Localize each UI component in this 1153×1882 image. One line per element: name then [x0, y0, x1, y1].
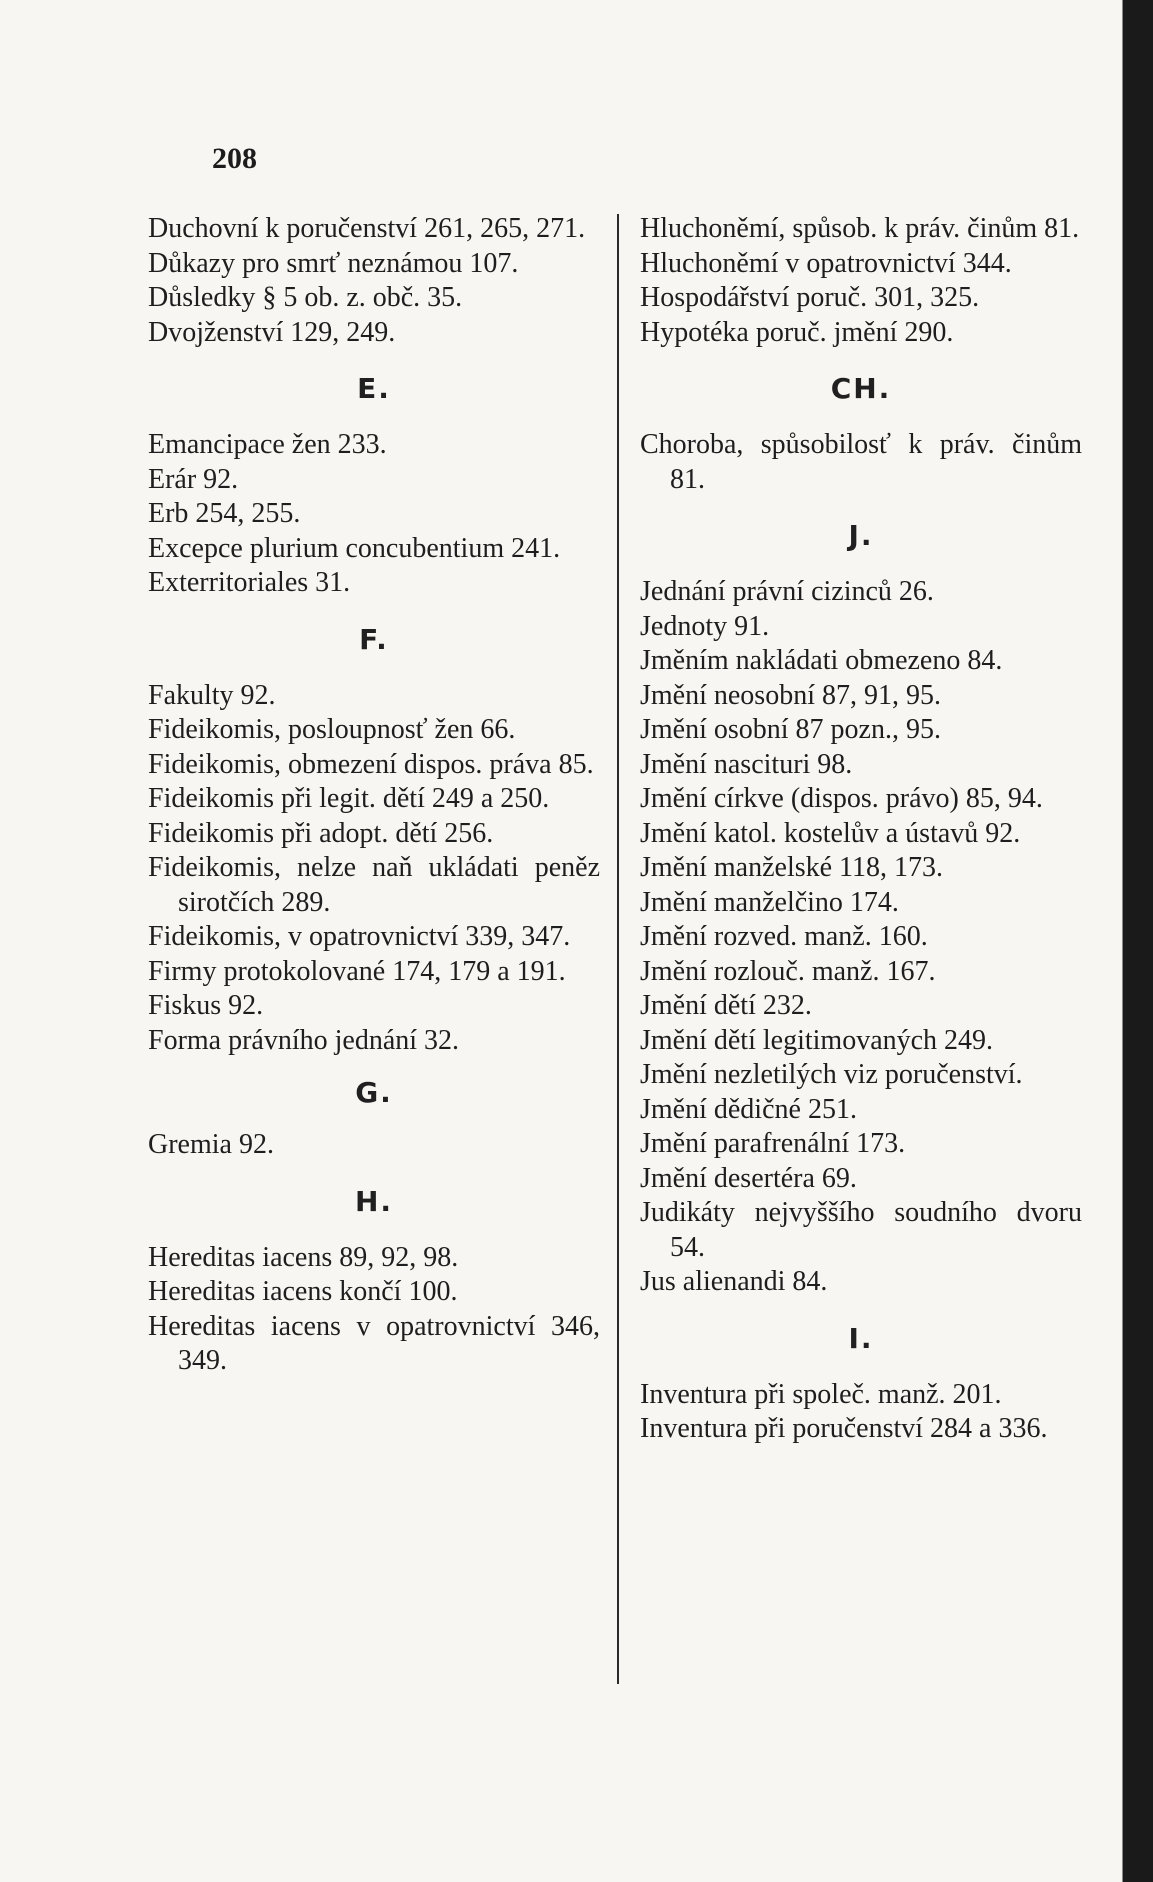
- index-entry: Fideikomis při legit. dětí 249 a 250.: [148, 783, 550, 814]
- index-entry: Firmy protokolované 174, 179 a 191.: [148, 955, 566, 987]
- index-entry: Fideikomis, v opatrovnictví 339, 347.: [148, 921, 571, 952]
- i-entries: [640, 1378, 1082, 1447]
- index-entry: Hereditas iacens 89, 92, 98.: [148, 1241, 459, 1273]
- index-entry: Hospodářství poruč. 301, 325.: [640, 282, 980, 313]
- g-entries: [148, 1128, 600, 1163]
- index-entry: Jmění manželské 118, 173.: [640, 852, 944, 883]
- h-entries-continued: [640, 212, 1082, 350]
- index-entry: Erb 254, 255.: [148, 498, 301, 529]
- index-entry: Jmění rozlouč. manž. 167.: [640, 955, 936, 987]
- section-letter-h: H.: [354, 1184, 394, 1218]
- column-divider: [617, 214, 619, 1684]
- h-entries: [148, 1241, 600, 1379]
- left-index-column: [148, 212, 600, 1379]
- index-entry: Jmění nezletilých viz poručenství.: [640, 1059, 1023, 1090]
- j-entries: [640, 575, 1082, 1300]
- section-letter-i: I.: [848, 1321, 874, 1355]
- index-entry: Důsledky § 5 ob. z. obč. 35.: [148, 282, 463, 313]
- index-entry: Fakulty 92.: [148, 679, 276, 711]
- index-entry: Jednání právní cizinců 26.: [640, 576, 934, 607]
- index-entry: Choroba, spůsobilosť k práv. činům 81.: [640, 429, 1082, 495]
- index-entry: Hereditas iacens v opatrovnictví 346, 349.: [148, 1310, 600, 1376]
- index-entry: Dvojženství 129, 249.: [148, 316, 396, 348]
- index-entry: Inventura při poručenství 284 a 336.: [640, 1413, 1048, 1444]
- index-entry: Hluchoněmí, spůsob. k práv. činům 81.: [640, 213, 1080, 244]
- index-entry: Jmění dětí legitimovaných 249.: [640, 1024, 994, 1056]
- index-entry: Jmění desertéra 69.: [640, 1162, 857, 1194]
- index-entry: Erár 92.: [148, 463, 239, 495]
- f-entries: [148, 679, 600, 1059]
- ch-entries: [640, 428, 1082, 497]
- index-entry: Jmění manželčino 174.: [640, 886, 899, 918]
- index-entry: Gremia 92.: [148, 1129, 274, 1160]
- index-entry: Jednoty 91.: [640, 610, 770, 642]
- section-letter-f: F.: [359, 622, 389, 656]
- right-index-column: [640, 212, 1082, 1447]
- page-number: 208: [212, 142, 257, 175]
- section-letter-g: G.: [355, 1076, 393, 1109]
- section-letter-j: J.: [848, 519, 874, 552]
- index-entry: Jmění dědičné 251.: [640, 1093, 857, 1125]
- index-entry: Judikáty nejvyššího soudního dvoru 54.: [640, 1197, 1082, 1263]
- section-letter-ch: CH.: [830, 372, 892, 405]
- index-entry: Inventura při společ. manž. 201.: [640, 1378, 1002, 1410]
- index-entry: Forma právního jednání 32.: [148, 1024, 460, 1056]
- index-entry: Exterritoriales 31.: [148, 567, 351, 598]
- index-entry: Jmění nascituri 98.: [640, 748, 853, 780]
- index-entry: Fiskus 92.: [148, 990, 264, 1021]
- index-entry: Jmění katol. kostelův a ústavů 92.: [640, 817, 1021, 849]
- index-entry: Duchovní k poručenství 261, 265, 271.: [148, 213, 586, 244]
- index-entry: Hereditas iacens končí 100.: [148, 1276, 458, 1307]
- index-entry: Hluchoněmí v opatrovnictví 344.: [640, 247, 1012, 279]
- e-entries: [148, 428, 600, 601]
- index-entry: Fideikomis při adopt. dětí 256.: [148, 817, 494, 849]
- index-entry: Jmění církve (dispos. právo) 85, 94.: [640, 783, 1043, 814]
- index-entry: Důkazy pro smrť neznámou 107.: [148, 247, 519, 279]
- index-entry: Jmění dětí 232.: [640, 990, 812, 1021]
- section-letter-e: E.: [357, 372, 391, 405]
- index-entry: Excepce plurium concubentium 241.: [148, 532, 561, 564]
- index-entry: Jmění rozved. manž. 160.: [640, 921, 928, 952]
- index-entry: Emancipace žen 233.: [148, 429, 387, 460]
- index-entry: Fideikomis, obmezení dispos. práva 85.: [148, 748, 594, 780]
- index-entry: Hypotéka poruč. jmění 290.: [640, 316, 954, 348]
- index-entry: Jmění osobní 87 pozn., 95.: [640, 714, 941, 745]
- index-entry: Jmění neosobní 87, 91, 95.: [640, 679, 941, 711]
- index-entry: Jměním nakládati obmezeno 84.: [640, 645, 1003, 676]
- index-entry: Fideikomis, nelze naň ukládati peněz sirotčích 289.: [148, 852, 600, 918]
- d-entries: [148, 212, 600, 350]
- index-entry: Jmění parafrenální 173.: [640, 1128, 906, 1159]
- index-entry: Jus alienandi 84.: [640, 1266, 828, 1297]
- index-entry: Fideikomis, posloupnosť žen 66.: [148, 714, 516, 745]
